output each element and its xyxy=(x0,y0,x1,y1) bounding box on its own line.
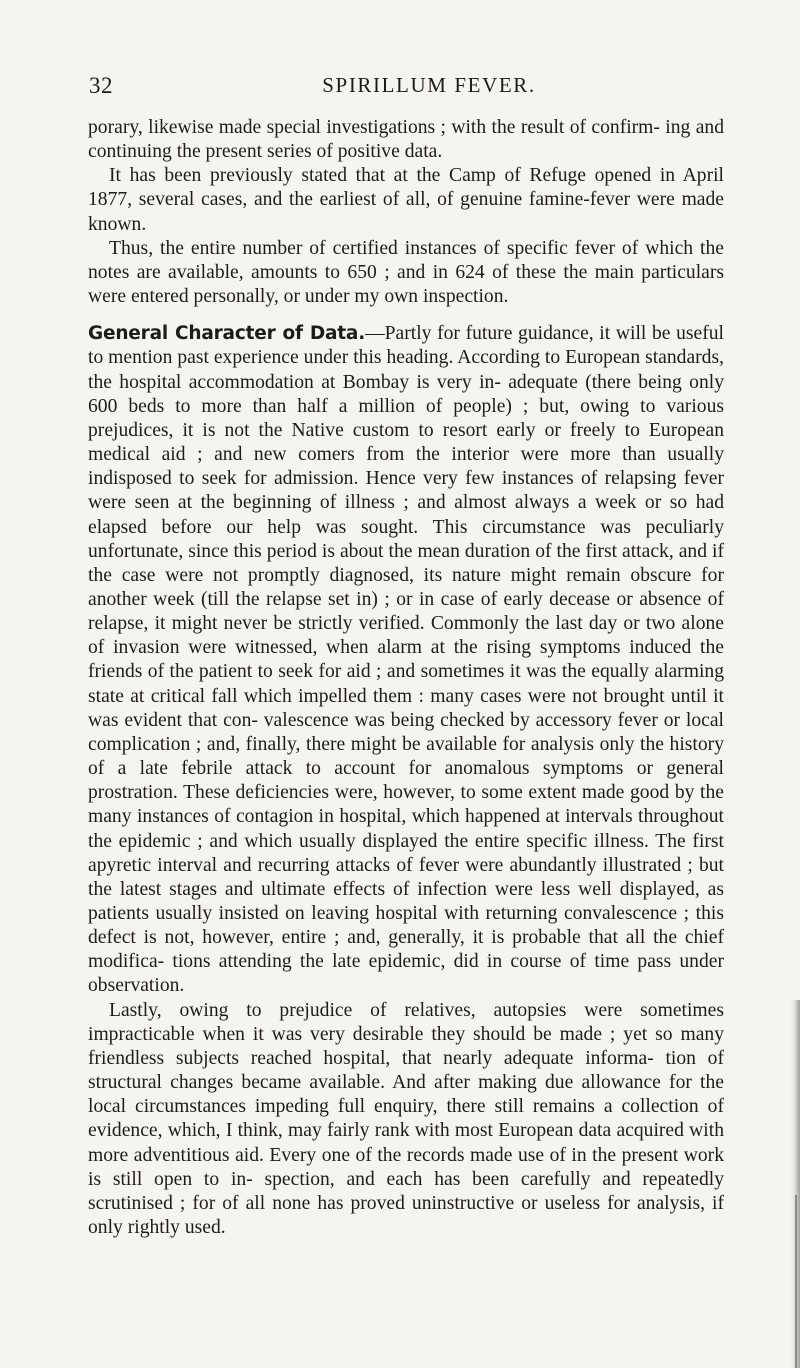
paragraph-certified-instances: Thus, the entire number of certified instances of specific fever of which the notes are available, amounts to 650 ; and in 624 of these the main particulars were entered personally, or under my own inspection. xyxy=(88,237,724,308)
paragraph-general-character xyxy=(88,322,724,998)
paragraph-continuation: porary, likewise made special investigations ; with the result of confirm- ing and continuing the present series of positive data. xyxy=(88,117,724,163)
page-number: 32 xyxy=(89,73,113,98)
paragraph-autopsies: Lastly, owing to prejudice of relatives, autopsies were sometimes impracticable when it was very desirable they should be made ; yet so many friendless subjects reached hospital, that nearly adequate informa- tion of structural changes became available. And after making due allowance for the local circumstances impeding full enquiry, there still remains a collection of evidence, which, I think, may fairly rank with most European data acquired with more adventitious aid. Every one of the records made use of in the present work is still open to in- spection, and each has been carefully and repeatedly scrutinised ; for of all none has proved uninstructive or useless for analysis, if only rightly used. xyxy=(88,999,724,1239)
page-edge-line xyxy=(795,1195,797,1368)
running-title: SPIRILLUM FEVER. xyxy=(322,73,536,97)
section-heading: General Character of Data. xyxy=(88,323,366,345)
paragraph-camp-of-refuge: It has been previously stated that at the Camp of Refuge opened in April 1877, several cases, and the earliest of all, of genuine famine-fever were made known. xyxy=(88,165,724,235)
section-body: —Partly for future guidance, it will be useful to mention past experience under this heading. According to European standards, the hospital accommodation at Bombay is very in- adequate (there being only 600 beds to more than half a million of people) ; but, owing to various prejudices, it is not the Native custom to resort early or freely to European medical aid ; and new comers from the interior were more than usually indisposed to seek for admission. Hence very few instances of relapsing fever were seen at the beginning of illness ; and almost always a week or so had elapsed before our help was sought. This circumstance was peculiarly unfortunate, since this period is about the mean duration of the first attack, and if the case were not promptly diagnosed, its nature might remain obscure for another week (till the relapse set in) ; or in case of early decease or absence of relapse, it might never be strictly verified. Commonly the last day or two alone of invasion were witnessed, when alarm at the rising symptoms induced the friends of the patient to seek for aid ; and sometimes it was the equally alarming state at critical fall which impelled them : many cases were not brought until it was evident that con- valescence was being checked by accessory fever or local complication ; and, finally, there might be available for analysis only the history of a late febrile attack to account for anomalous symptoms or general prostration. These deficiencies were, however, to some extent made good by the many instances of contagion in hospital, which happened at intervals throughout the epidemic ; and which usually displayed the entire specific illness. The first apyretic interval and recurring attacks of fever were abundantly illustrated ; but the latest stages and ultimate effects of infection were less well displayed, as patients usually insisted on leaving hospital with returning convalescence ; this defect is not, however, entire ; and, generally, it is probable that all the chief modifica- tions attending the late epidemic, did in course of time pass under observation. xyxy=(88,323,725,997)
body-text xyxy=(88,116,724,1240)
page-header xyxy=(89,73,729,109)
